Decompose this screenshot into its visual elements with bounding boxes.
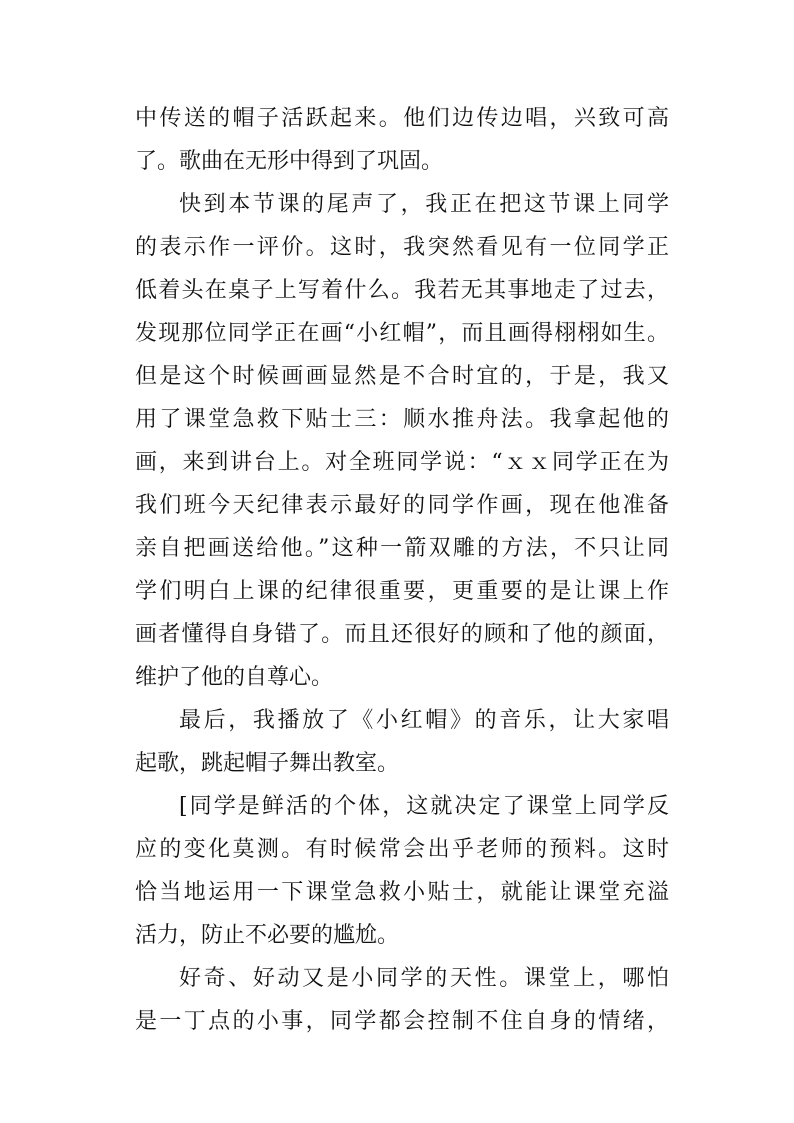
text-line: 画，来到讲台上。对全班同学说：“ｘｘ同学正在为 — [135, 450, 669, 475]
text-line: 学们明白上课的纪律很重要，更重要的是让课上作 — [135, 579, 669, 604]
text-line: 是一丁点的小事，同学都会控制不住自身的情绪， — [135, 1009, 669, 1034]
paragraph-first-line: [同学是鲜活的个体，这就决定了课堂上同学反 — [179, 794, 669, 819]
paragraph-first-line: 好奇、好动又是小同学的天性。课堂上，哪怕 — [179, 966, 669, 991]
body-text — [135, 97, 669, 1043]
text-line: 画者懂得自身错了。而且还很好的顾和了他的颜面， — [135, 622, 669, 647]
text-line: 起歌，跳起帽子舞出教室。 — [135, 751, 400, 776]
text-line: 活力，防止不必要的尴尬。 — [135, 923, 400, 948]
text-line: 应的变化莫测。有时候常会出乎老师的预料。这时 — [135, 837, 669, 862]
text-line: 但是这个时候画画显然是不合时宜的，于是，我又 — [135, 364, 669, 389]
text-line: 发现那位同学正在画“小红帽”，而且画得栩栩如生。 — [135, 321, 669, 346]
paragraph-first-line: 快到本节课的尾声了，我正在把这节课上同学 — [179, 192, 669, 217]
text-line: 我们班今天纪律表示最好的同学作画，现在他准备 — [135, 493, 669, 518]
text-line: 低着头在桌子上写着什么。我若无其事地走了过去， — [135, 278, 669, 303]
text-line: 恰当地运用一下课堂急救小贴士，就能让课堂充溢 — [135, 880, 669, 905]
text-line: 了。歌曲在无形中得到了巩固。 — [135, 149, 444, 174]
text-line: 亲自把画送给他。”这种一箭双雕的方法，不只让同 — [135, 536, 669, 561]
paragraph-first-line: 最后，我播放了《小红帽》的音乐，让大家唱 — [179, 708, 669, 733]
text-line: 用了课堂急救下贴士三：顺水推舟法。我拿起他的 — [135, 407, 669, 432]
text-line: 中传送的帽子活跃起来。他们边传边唱，兴致可高 — [135, 106, 669, 131]
text-line: 的表示作一评价。这时，我突然看见有一位同学正 — [135, 235, 669, 260]
text-line: 维护了他的自尊心。 — [135, 665, 334, 690]
